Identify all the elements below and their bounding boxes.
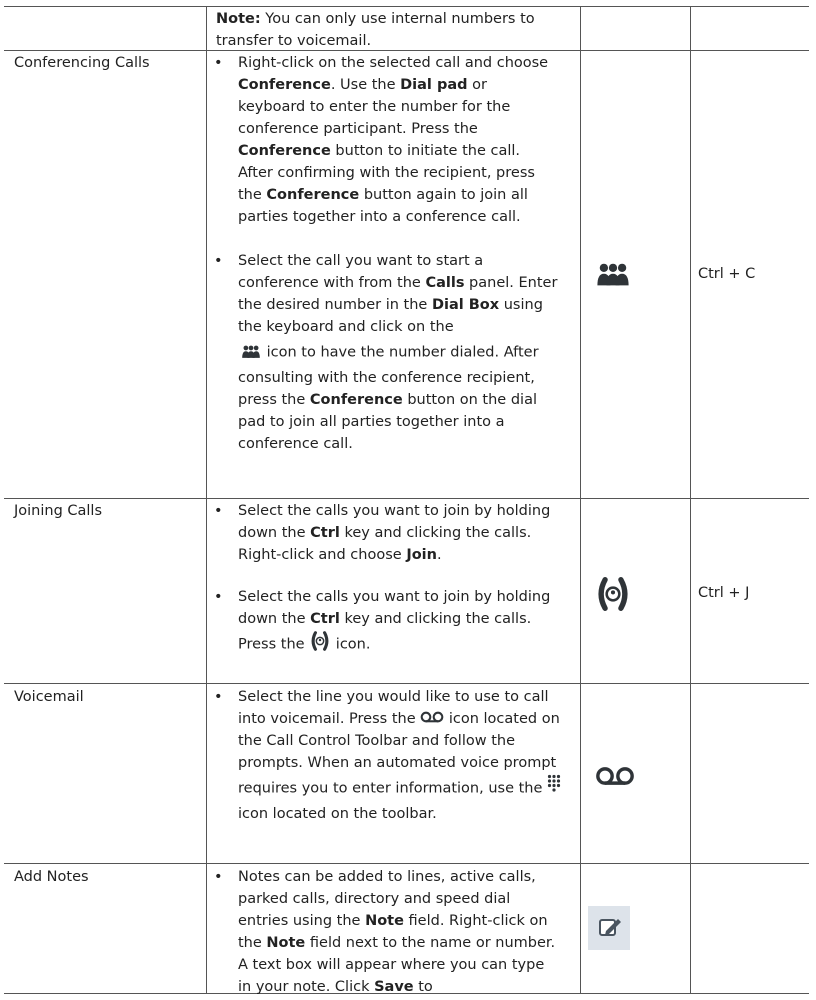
- note-edit-icon: [588, 906, 630, 950]
- keyword: Dial pad: [400, 77, 468, 93]
- keyword: Conference: [266, 187, 360, 203]
- table-border: [4, 683, 809, 684]
- description-bullet: [238, 586, 558, 659]
- table-border: [690, 6, 691, 994]
- keyword: Save: [374, 979, 414, 995]
- text: .: [436, 547, 442, 563]
- keyword: Ctrl: [310, 611, 340, 627]
- shortcut-label: Ctrl + C: [698, 266, 756, 282]
- description-bullet: [238, 866, 558, 998]
- conference-icon: [593, 262, 633, 292]
- join-icon: [309, 630, 331, 659]
- bullet-icon: •: [214, 503, 223, 519]
- bullet-icon: •: [214, 253, 223, 269]
- join-icon: [594, 575, 632, 617]
- table-border: [4, 6, 809, 7]
- text: key and clicking the calls. Right-click and choose: [238, 525, 532, 563]
- text: Select the calls you want to join by holding down the: [238, 589, 551, 627]
- description-bullet: [238, 52, 558, 228]
- conference-icon: [240, 344, 262, 367]
- text: or keyboard to enter the number for the conference participant. Press the: [238, 77, 511, 137]
- text: icon.: [331, 636, 371, 653]
- description-bullet: [238, 250, 558, 455]
- feature-label: Add Notes: [14, 869, 89, 885]
- text: Select the line you would like to use to call into voicemail. Press the: [238, 689, 549, 727]
- text: to: [413, 979, 433, 995]
- voicemail-icon: [594, 766, 636, 790]
- bullet-icon: •: [214, 589, 223, 605]
- keyword: Calls: [425, 275, 465, 291]
- description-bullet: [238, 500, 558, 566]
- text: key and clicking the calls. Press the: [238, 611, 532, 653]
- keyword: Join: [406, 547, 437, 563]
- keyword: Dial Box: [431, 297, 500, 313]
- text: icon located on the Call Control Toolbar and follow the prompts. When an automated voice prompt requires you to enter information, use the: [238, 711, 560, 797]
- text: Notes can be added to lines, active calls, parked calls, directory and speed dial entries using the: [238, 869, 536, 929]
- feature-label: Conferencing Calls: [14, 55, 150, 71]
- shortcut-label: Ctrl + J: [698, 585, 750, 601]
- feature-label: Voicemail: [14, 689, 84, 705]
- bullet-icon: •: [214, 689, 223, 705]
- bullet-icon: •: [214, 55, 223, 71]
- keyword: Conference: [238, 77, 331, 93]
- text: Right-click on the selected call and choose: [238, 55, 549, 71]
- text: Select the call you want to start a conference with from the: [238, 253, 484, 291]
- feature-label: Joining Calls: [14, 503, 103, 519]
- table-border: [4, 863, 809, 864]
- keyword: Conference: [309, 392, 403, 408]
- table-border: [4, 498, 809, 499]
- keyword: Note: [266, 935, 306, 951]
- text: button on the dial pad to join all parties together into a conference call.: [238, 392, 537, 452]
- voicemail-icon: [420, 708, 444, 730]
- keyword: Conference: [238, 143, 331, 159]
- text: icon located on the toolbar.: [238, 806, 437, 822]
- note-label: Note:: [216, 11, 261, 27]
- note-text: [216, 8, 576, 52]
- description-bullet: [238, 686, 568, 825]
- keyword: Ctrl: [310, 525, 340, 541]
- table-border: [580, 6, 581, 994]
- keyword: Note: [365, 913, 404, 929]
- text: using the keyboard and click on the: [238, 297, 543, 335]
- text: button again to join all parties together into a conference call.: [238, 187, 528, 225]
- text: button to initiate the call. After confirming with the recipient, press the: [238, 143, 535, 203]
- text: panel. Enter the desired number in the: [238, 275, 558, 313]
- text: field. Right-click on the: [238, 913, 548, 951]
- note-body: You can only use internal numbers to transfer to voicemail.: [216, 11, 535, 49]
- bullet-icon: •: [214, 869, 223, 885]
- text: Select the calls you want to join by holding down the: [238, 503, 551, 541]
- text: field next to the name or number. A text box will appear where you can type in your note. Click: [238, 935, 556, 995]
- table-border: [206, 6, 207, 994]
- text: . Use the: [330, 77, 401, 93]
- text: icon to have the number dialed. After consulting with the conference recipient, press the: [238, 344, 539, 408]
- dialpad-icon: [547, 774, 561, 803]
